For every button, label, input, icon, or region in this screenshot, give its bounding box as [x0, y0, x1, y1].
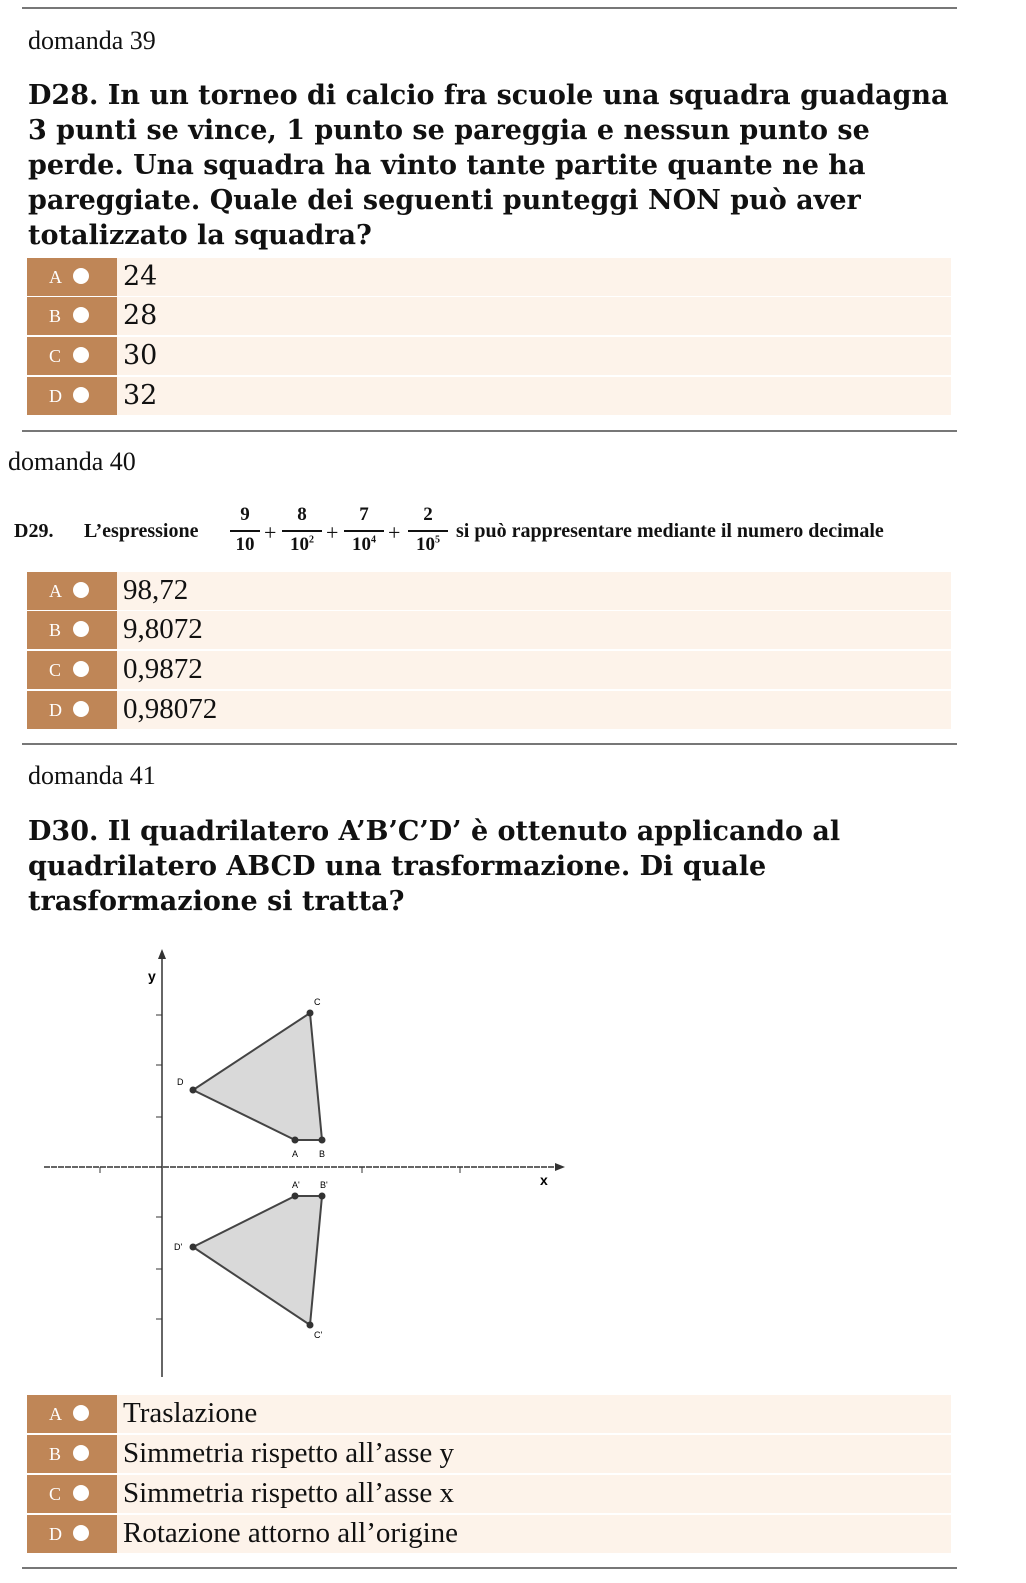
point-c1 — [307, 1322, 314, 1329]
radio-icon[interactable] — [73, 268, 89, 284]
option-letter: C — [49, 346, 62, 366]
y-axis-label: y — [148, 968, 156, 984]
option-letter: A — [49, 267, 62, 287]
option-value: Rotazione attorno all’origine — [123, 1517, 459, 1549]
label-a: A — [292, 1149, 299, 1159]
option-value: Simmetria rispetto all’asse x — [123, 1477, 455, 1509]
option-d[interactable] — [27, 377, 951, 415]
label-b: B — [319, 1149, 326, 1159]
option-letter: C — [49, 660, 62, 680]
option-d[interactable] — [27, 691, 951, 729]
option-badge[interactable] — [27, 611, 117, 649]
option-value: 24 — [123, 261, 158, 292]
option-badge[interactable] — [27, 258, 117, 296]
radio-icon[interactable] — [73, 1405, 89, 1421]
option-value: 0,98072 — [123, 693, 218, 725]
option-value: 0,9872 — [123, 653, 203, 685]
radio-icon[interactable] — [73, 387, 89, 403]
point-c — [307, 1010, 314, 1017]
option-letter: B — [49, 306, 62, 326]
option-letter: C — [49, 1484, 62, 1504]
option-badge[interactable] — [27, 1475, 117, 1513]
label-d: D — [177, 1077, 184, 1087]
option-letter: A — [49, 581, 62, 601]
option-value: 98,72 — [123, 574, 189, 606]
option-value: 30 — [123, 340, 158, 371]
label-d1: D' — [174, 1242, 183, 1252]
y-axis-arrow — [158, 949, 166, 959]
option-value: Traslazione — [123, 1397, 258, 1429]
fraction: 7 $10^4$ — [344, 504, 384, 556]
option-value: Simmetria rispetto all’asse y — [123, 1437, 455, 1469]
option-c[interactable] — [27, 337, 951, 375]
option-value: 9,8072 — [123, 613, 203, 645]
fraction: 9 10 — [230, 504, 260, 556]
fraction: 8 $10^2$ — [282, 504, 322, 556]
radio-icon[interactable] — [73, 621, 89, 637]
question-text: D28. In un torneo di calcio fra scuole una squadra guadagna 3 punti se vince, 1 punto se pareggia e nessun punto se perde. Una squadra ha vinto tante partite quante ne ha pareggiate. Quale dei seguenti punteggi NON può aver totalizzato la squadra? — [28, 80, 949, 251]
option-letter: D — [49, 1524, 62, 1544]
question-number: D29. — [14, 520, 54, 542]
divider — [22, 430, 957, 432]
quadrilateral-a1b1c1d1 — [193, 1196, 322, 1325]
plus-sign: + — [264, 520, 277, 545]
question-label: domanda 41 — [28, 761, 156, 790]
question-text — [14, 504, 1014, 564]
label-c: C — [314, 997, 321, 1007]
transformation-figure — [40, 945, 570, 1380]
option-value: 32 — [123, 380, 158, 411]
option-c[interactable] — [27, 1475, 951, 1513]
question-suffix: si può rappresentare mediante il numero decimale — [456, 520, 884, 542]
divider — [22, 743, 957, 745]
label-c1: C' — [314, 1330, 323, 1340]
point-d1 — [190, 1244, 197, 1251]
radio-icon[interactable] — [73, 347, 89, 363]
option-value: 28 — [123, 300, 158, 331]
radio-icon[interactable] — [73, 307, 89, 323]
radio-icon[interactable] — [73, 661, 89, 677]
option-a[interactable] — [27, 258, 951, 296]
radio-icon[interactable] — [73, 701, 89, 717]
x-axis-label: x — [540, 1172, 548, 1188]
x-axis-arrow — [555, 1163, 565, 1171]
radio-icon[interactable] — [73, 582, 89, 598]
option-badge[interactable] — [27, 377, 117, 415]
plus-sign: + — [388, 520, 401, 545]
label-b1: B' — [320, 1180, 328, 1190]
point-a — [292, 1137, 299, 1144]
question-label: domanda 40 — [8, 447, 136, 476]
divider — [22, 7, 957, 9]
option-badge[interactable] — [27, 297, 117, 335]
radio-icon[interactable] — [73, 1485, 89, 1501]
option-b[interactable] — [27, 1435, 951, 1473]
option-c[interactable] — [27, 651, 951, 689]
label-a1: A' — [292, 1180, 300, 1190]
divider — [22, 1567, 957, 1569]
point-a1 — [292, 1193, 299, 1200]
question-text: D30. Il quadrilatero A’B’C’D’ è ottenuto applicando al quadrilatero ABCD una trasformazione. Di quale trasformazione si tratta? — [28, 816, 841, 917]
option-a[interactable] — [27, 1395, 951, 1433]
option-badge[interactable] — [27, 691, 117, 729]
option-letter: A — [49, 1404, 62, 1424]
fraction: 2 $10^5$ — [408, 504, 448, 556]
option-badge[interactable] — [27, 1435, 117, 1473]
radio-icon[interactable] — [73, 1445, 89, 1461]
option-letter: B — [49, 1444, 62, 1464]
option-d[interactable] — [27, 1515, 951, 1553]
option-badge[interactable] — [27, 651, 117, 689]
option-letter: B — [49, 620, 62, 640]
option-badge[interactable] — [27, 1515, 117, 1553]
option-letter: D — [49, 386, 62, 406]
option-b[interactable] — [27, 297, 951, 335]
option-letter: D — [49, 700, 62, 720]
radio-icon[interactable] — [73, 1525, 89, 1541]
question-label: domanda 39 — [28, 26, 156, 55]
quadrilateral-abcd — [193, 1013, 322, 1140]
plus-sign: + — [326, 520, 339, 545]
option-a[interactable] — [27, 572, 951, 610]
option-b[interactable] — [27, 611, 951, 649]
point-b — [319, 1137, 326, 1144]
point-b1 — [319, 1193, 326, 1200]
option-badge[interactable] — [27, 1395, 117, 1433]
point-d — [190, 1087, 197, 1094]
option-badge[interactable] — [27, 337, 117, 375]
question-intro: L’espressione — [84, 520, 199, 542]
option-badge[interactable] — [27, 572, 117, 610]
